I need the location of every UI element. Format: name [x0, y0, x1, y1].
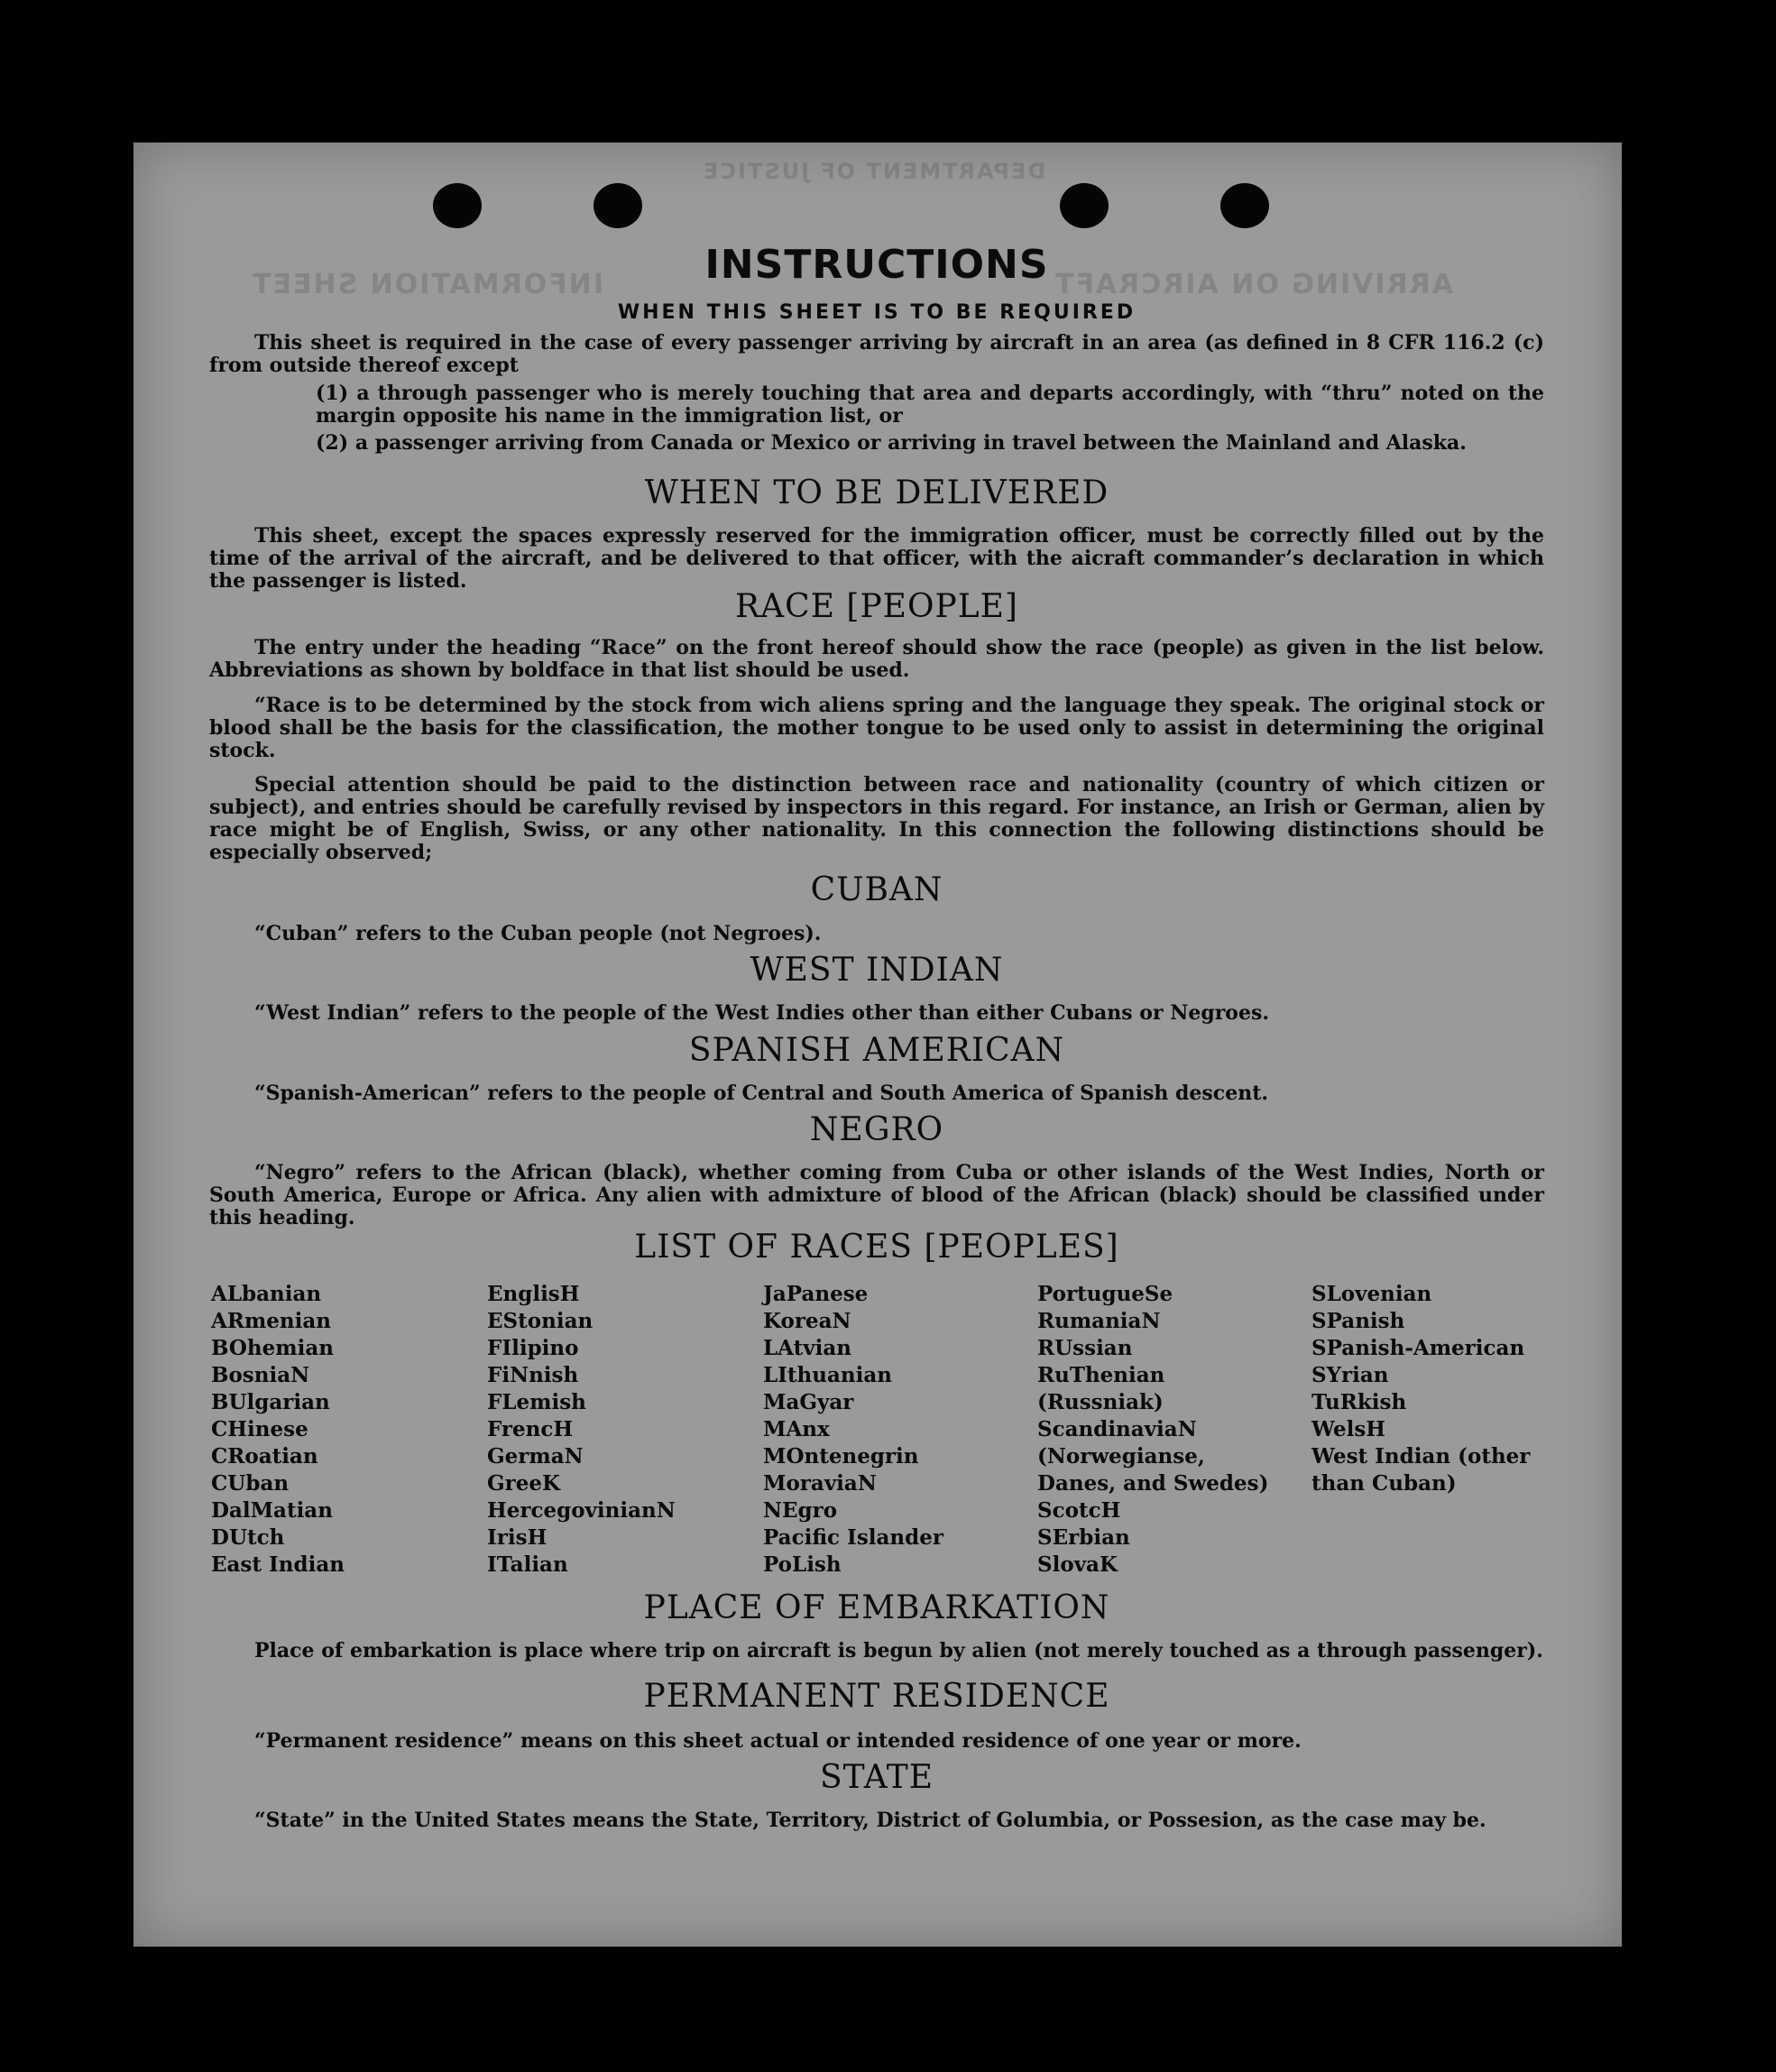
race-entry: LAtvian: [763, 1336, 851, 1360]
punch-hole: [433, 183, 482, 228]
heading-race: RACE [PEOPLE]: [735, 588, 1018, 625]
race-entry: SLovenian: [1311, 1282, 1432, 1306]
negro-paragraph: “Negro” refers to the African (black), whether coming from Cuba or other islands of the West Indies, North or South America, Europe or Africa. Any alien with admixture of blood of the African (black) should be classified under this heading.: [209, 1161, 1544, 1229]
heading-west-indian: WEST INDIAN: [750, 952, 1004, 989]
race-entry: East Indian: [211, 1552, 345, 1577]
race-entry: CUban: [211, 1471, 290, 1496]
race-entry: KoreaN: [763, 1309, 851, 1333]
residence-paragraph: “Permanent residence” means on this sheet actual or intended residence of one year or more.: [254, 1729, 1302, 1753]
race-entry: IrisH: [487, 1525, 548, 1550]
race-entry: TuRkish: [1311, 1390, 1407, 1414]
race-entry: FiNnish: [487, 1363, 579, 1387]
race-column-2: [487, 1281, 676, 1579]
heading-when-delivered: WHEN TO BE DELIVERED: [644, 474, 1109, 511]
race-entry: BUlgarian: [211, 1390, 330, 1414]
race-entry: NEgro: [763, 1498, 838, 1523]
race-entry: HercegovinianN: [487, 1498, 676, 1523]
race-entry: FIlipino: [487, 1336, 579, 1360]
race-entry: LIthuanian: [763, 1363, 892, 1387]
heading-state: STATE: [819, 1759, 934, 1796]
race-entry: DalMatian: [211, 1498, 333, 1523]
race-entry: RUssian: [1037, 1336, 1133, 1360]
race-column-5: [1311, 1281, 1537, 1497]
race-entry: SPanish-American: [1311, 1336, 1525, 1360]
page-title: INSTRUCTIONS: [704, 242, 1049, 288]
race-entry: ITalian: [487, 1552, 568, 1577]
race-entry: JaPanese: [763, 1282, 869, 1306]
race-entry: PortugueSe: [1037, 1282, 1173, 1306]
race-entry: SErbian: [1037, 1525, 1130, 1550]
race-entry: MoraviaN: [763, 1471, 877, 1496]
race-entry: RumaniaN: [1037, 1309, 1161, 1333]
intro-paragraph: This sheet is required in the case of every passenger arriving by aircraft in an area (as defined in 8 CFR 116.2 (c) from outside thereof except: [209, 331, 1544, 377]
bleed-through-text: ARRIVING ON AIRCRAFT: [1054, 269, 1453, 300]
race-entry: WelsH: [1311, 1417, 1386, 1441]
race-entry: CRoatian: [211, 1444, 318, 1469]
state-paragraph: “State” in the United States means the State, Territory, District of Golumbia, or Possesion, as the case may be.: [254, 1809, 1486, 1832]
race-entry: ScotcH: [1037, 1498, 1121, 1523]
race-entry: MaGyar: [763, 1390, 854, 1414]
race-entry: CHinese: [211, 1417, 308, 1441]
race-entry: MAnx: [763, 1417, 830, 1441]
race-entry: West Indian (other than Cuban): [1311, 1444, 1531, 1496]
west-indian-paragraph: “West Indian” refers to the people of the West Indies other than either Cubans or Negroes.: [254, 1001, 1270, 1025]
heading-list-of-races: LIST OF RACES [PEOPLES]: [634, 1229, 1119, 1266]
race-entry: MOntenegrin: [763, 1444, 919, 1469]
document-page: [133, 143, 1622, 1947]
race-column-1: [211, 1281, 345, 1579]
race-entry: FrencH: [487, 1417, 574, 1441]
punch-hole: [1060, 183, 1109, 228]
race-column-4: [1037, 1281, 1290, 1579]
heading-place-of-embarkation: PLACE OF EMBARKATION: [643, 1589, 1110, 1626]
exception-item-1: (1) a through passenger who is merely touching that area and departs accordingly, with “thru” noted on the margin opposite his name in the immigration list, or: [316, 382, 1544, 428]
race-entry: SYrian: [1311, 1363, 1389, 1387]
bleed-through-text: INFORMATION SHEET: [251, 269, 603, 300]
race-entry: GreeK: [487, 1471, 561, 1496]
race-entry: DUtch: [211, 1525, 285, 1550]
heading-cuban: CUBAN: [810, 871, 943, 908]
race-paragraph-2: “Race is to be determined by the stock from wich aliens spring and the language they speak. The original stock or blood shall be the basis for the classification, the mother tongue to be used only to assist in determining the original stock.: [209, 694, 1544, 762]
punch-hole: [594, 183, 642, 228]
race-paragraph-3: Special attention should be paid to the distinction between race and nationality (country of which citizen or subject), and entries should be carefully revised by inspectors in this regard. For instance, an Irish or German, alien by race might be of English, Swiss, or any other nationality. In this connection the following distinctions should be especially observed;: [209, 773, 1544, 864]
race-paragraph-1: The entry under the heading “Race” on the front hereof should show the race (people) as given in the list below. Abbreviations as shown by boldface in that list should be used.: [209, 636, 1544, 682]
cuban-paragraph: “Cuban” refers to the Cuban people (not Negroes).: [254, 922, 822, 945]
page-subtitle: WHEN THIS SHEET IS TO BE REQUIRED: [617, 301, 1136, 324]
race-entry: ScandinaviaN (Norwegianse, Danes, and Swedes): [1037, 1417, 1269, 1496]
embarkation-paragraph: Place of embarkation is place where trip on aircraft is begun by alien (not merely touched as a through passenger).: [254, 1639, 1543, 1662]
race-column-3: [763, 1281, 943, 1579]
race-entry: SlovaK: [1037, 1552, 1118, 1577]
delivered-paragraph: This sheet, except the spaces expressly reserved for the immigration officer, must be correctly filled out by the time of the arrival of the aircraft, and be delivered to that officer, with the aicraft commander’s declaration in which the passenger is listed.: [209, 524, 1544, 593]
race-entry: RuThenian (Russniak): [1037, 1363, 1165, 1414]
exception-item-2: (2) a passenger arriving from Canada or Mexico or arriving in travel between the Mainland and Alaska.: [316, 431, 1467, 455]
heading-spanish-american: SPANISH AMERICAN: [688, 1032, 1065, 1069]
race-entry: PoLish: [763, 1552, 842, 1577]
race-entry: ARmenian: [211, 1309, 332, 1333]
race-entry: BOhemian: [211, 1336, 334, 1360]
race-entry: SPanish: [1311, 1309, 1405, 1333]
race-entry: EStonian: [487, 1309, 594, 1333]
heading-negro: NEGRO: [809, 1111, 944, 1148]
spanish-american-paragraph: “Spanish-American” refers to the people of Central and South America of Spanish descent.: [254, 1082, 1269, 1105]
heading-permanent-residence: PERMANENT RESIDENCE: [643, 1678, 1110, 1715]
race-entry: EnglisH: [487, 1282, 580, 1306]
punch-hole: [1220, 183, 1269, 228]
bleed-through-text: DEPARTMENT OF JUSTICE: [702, 159, 1046, 184]
race-entry: ALbanian: [211, 1282, 322, 1306]
race-entry: GermaN: [487, 1444, 584, 1469]
race-entry: FLemish: [487, 1390, 586, 1414]
race-entry: BosniaN: [211, 1363, 310, 1387]
race-entry: Pacific Islander: [763, 1525, 943, 1550]
